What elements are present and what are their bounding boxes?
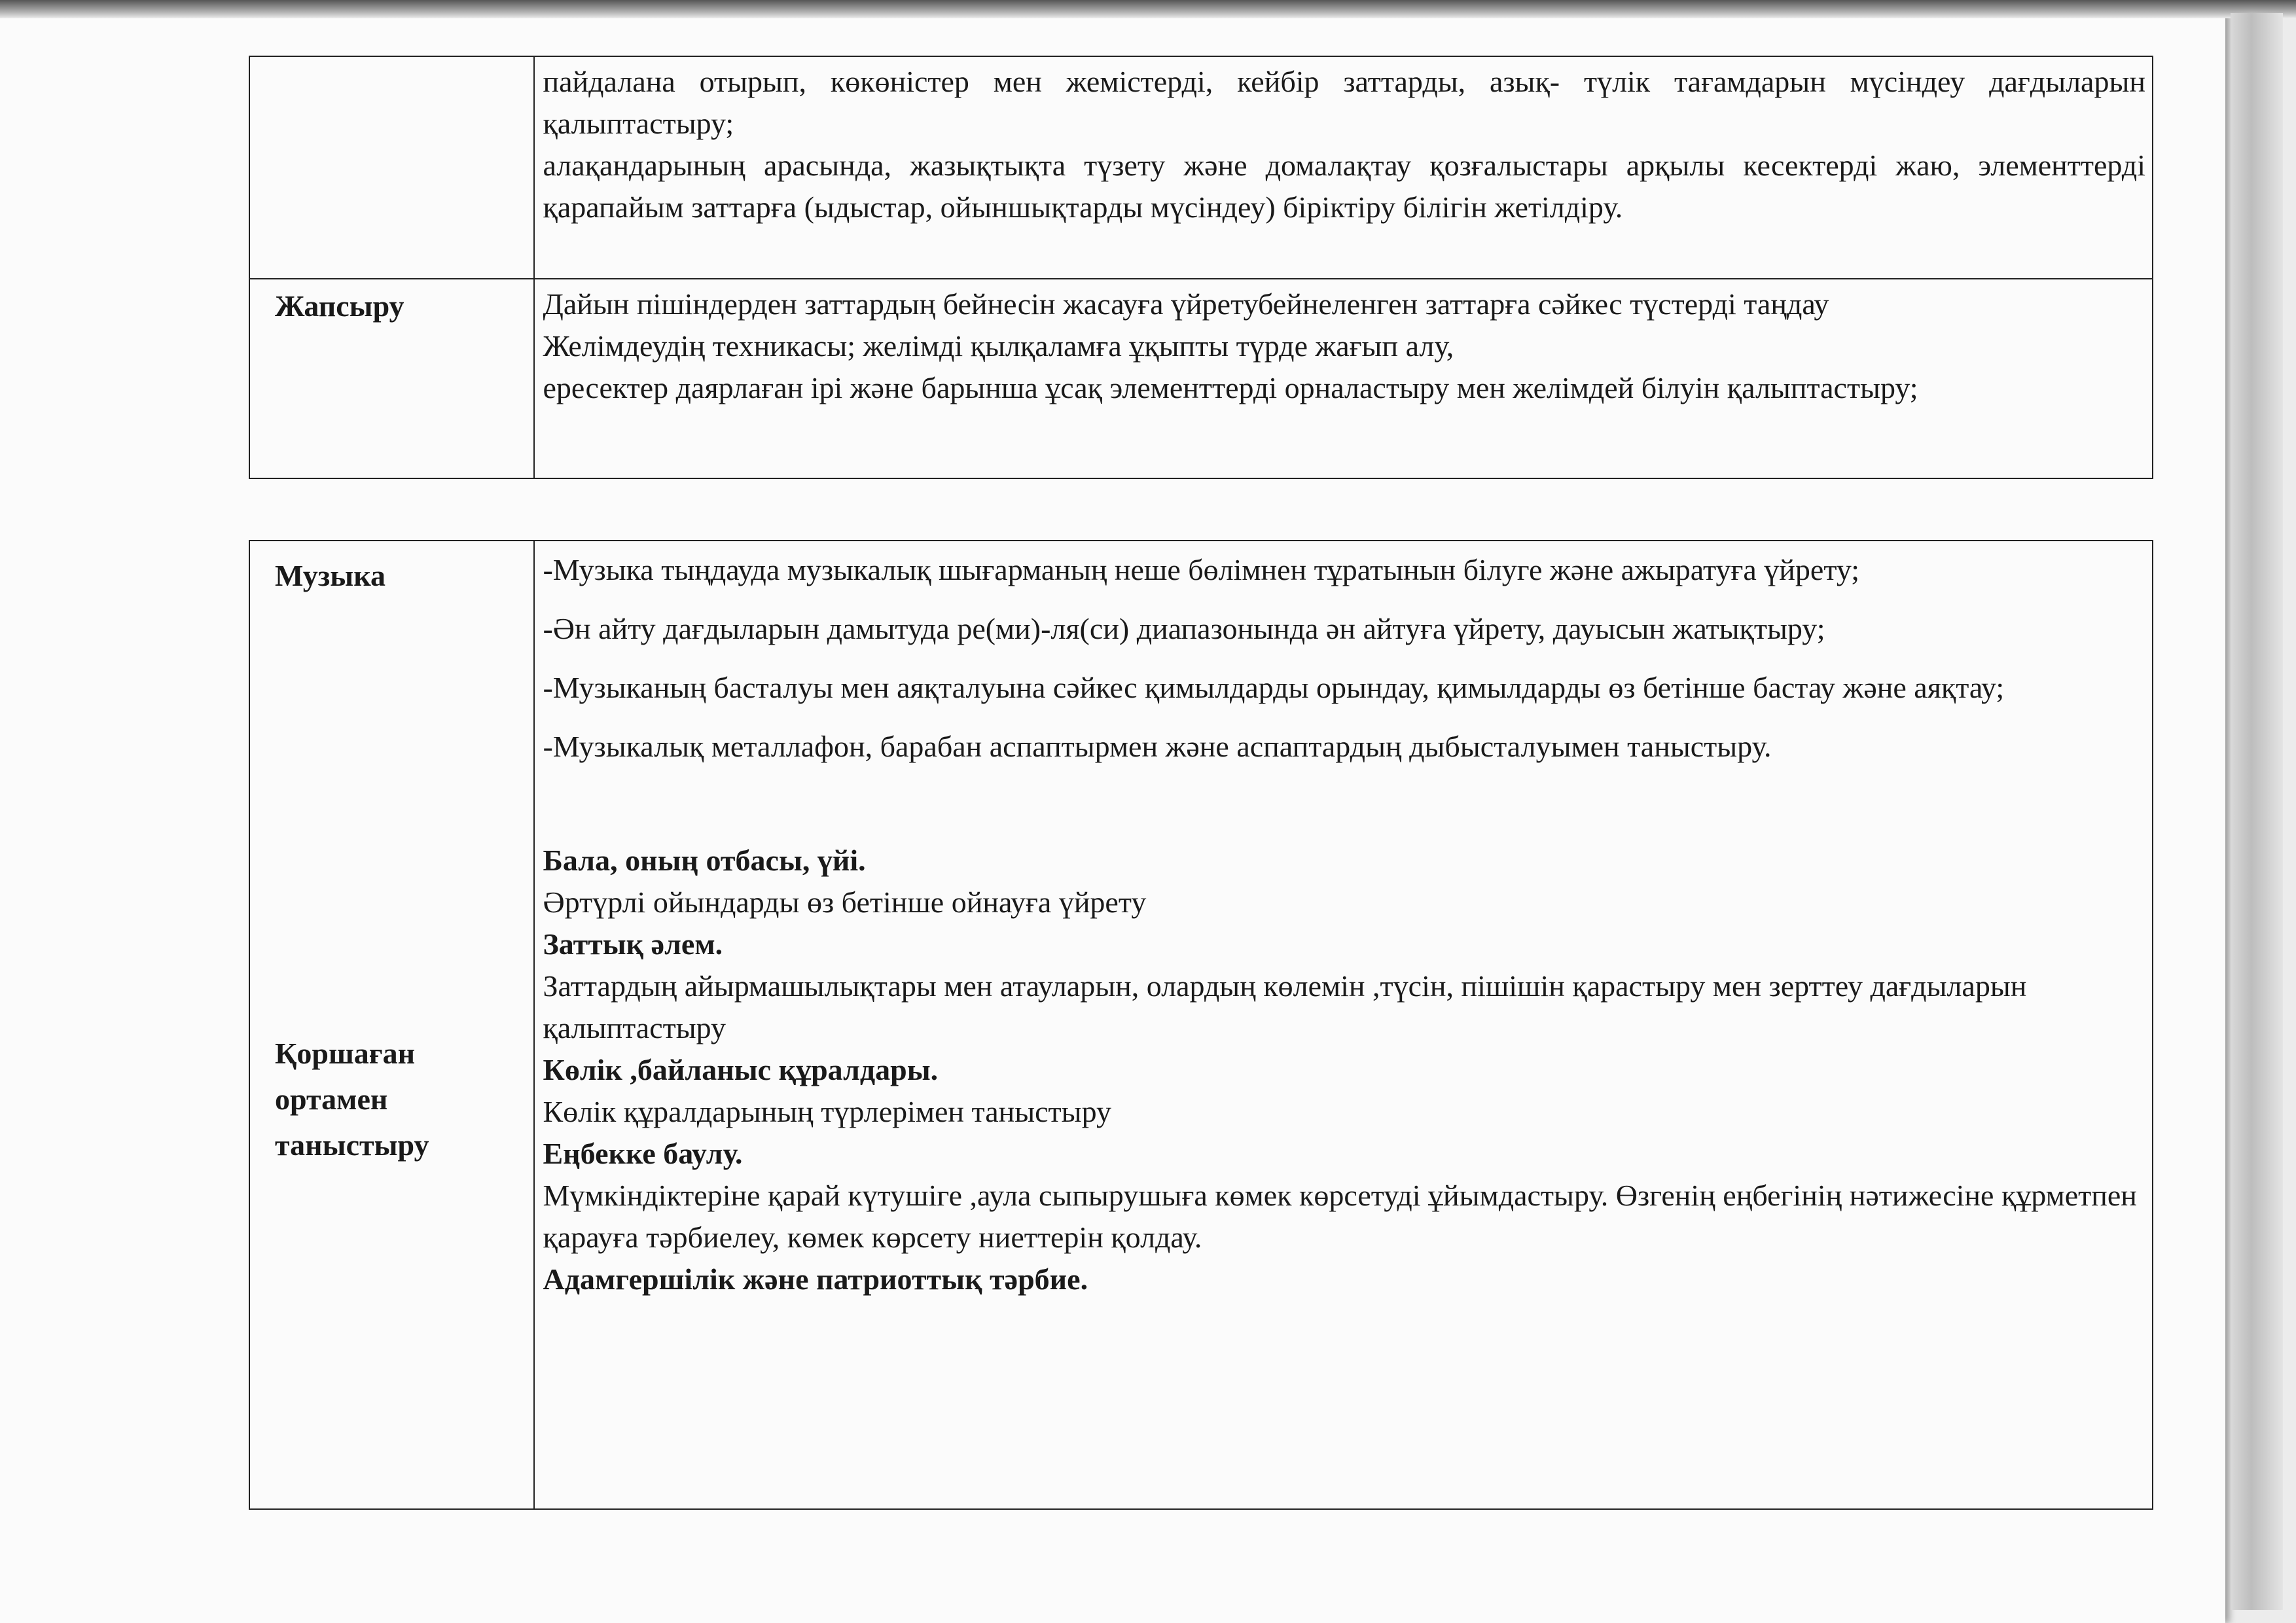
content-cell: [534, 541, 2153, 1509]
paragraph: Дайын пішіндерден заттардың бейнесін жасауға үйретубейнеленген заттарға сәйкес түстерді таңдау: [543, 287, 1829, 321]
section-text: Мүмкіндіктеріне қарай күтушіге ,аула сыпырушыға көмек көрсетуді ұйымдастыру. Өзгенің еңбегінің нәтижесіне құрметпен қарауға тәрбиелеу, көмек көрсету ниеттерін қолдау.: [543, 1179, 2137, 1254]
section-heading: Еңбекке баулу.: [543, 1137, 743, 1170]
subject-label-music: Музыка: [275, 559, 386, 592]
section-heading: Адамгершілік және патриоттық тәрбие.: [543, 1262, 1088, 1296]
paragraph: Желімдеудің техникасы; желімді қылқаламға ұқыпты түрде жағып алу,: [543, 329, 1454, 363]
page-edge: [2231, 13, 2283, 1610]
curriculum-table-bottom: [249, 540, 2153, 1510]
table-row: [249, 56, 2153, 279]
subject-cell: [249, 279, 534, 478]
subject-label: [250, 57, 533, 69]
music-item: -Музыканың басталуы мен аяқталуына сәйкес қимылдарды орындау, қимылдарды өз бетінше бастау және аяқтау;: [543, 671, 2005, 704]
section-heading: Заттық әлем.: [543, 927, 723, 961]
subject-label: Жапсыру: [275, 289, 404, 323]
table-row: [249, 279, 2153, 478]
subject-label-environment: Қоршаған ортамен таныстыру: [275, 1037, 429, 1162]
curriculum-table-top: [249, 56, 2153, 479]
subject-cell: [249, 541, 534, 1509]
content-cell: [534, 56, 2153, 279]
section-text: Әртүрлі ойындарды өз бетінше ойнауға үйрету: [543, 885, 1147, 919]
scan-top-shadow: [0, 0, 2296, 18]
subject-cell: [249, 56, 534, 279]
section-text: Заттардың айырмашылықтары мен атауларын, олардың көлемін ,түсін, пішішін қарастыру мен зерттеу дағдыларын қалыптастыру: [543, 969, 2027, 1044]
paragraph: ересектер даярлаған ірі және барынша ұсақ элементтерді орналастыру мен желімдей білуін қалыптастыру;: [543, 371, 1918, 404]
music-item: -Музыка тыңдауда музыкалық шығарманың неше бөлімнен тұратынын білуге және ажыратуға үйрету;: [543, 553, 1859, 586]
content-cell: [534, 279, 2153, 478]
section-heading: Бала, оның отбасы, үйі.: [543, 844, 866, 877]
music-item: -Музыкалық металлафон, барабан аспаптырмен және аспаптардың дыбысталуымен таныстыру.: [543, 730, 1772, 763]
music-item: -Ән айту дағдыларын дамытуда ре(ми)-ля(си) диапазонында ән айтуға үйрету, дауысын жатықтыру;: [543, 612, 1825, 645]
section-heading: Көлік ,байланыс құралдары.: [543, 1053, 939, 1086]
section-text: Көлік құралдарының түрлерімен таныстыру: [543, 1095, 1111, 1128]
table-row: [249, 541, 2153, 1509]
paragraph: алақандарының арасында, жазықтықта түзету және домалақтау қозғалыстары арқылы кесектерді жаю, элементтерді қарапайым заттарға (ыдыстар, ойыншықтарды мүсіндеу) біріктіру білігін жетілдіру.: [543, 149, 2145, 224]
paragraph: пайдалана отырып, көкөністер мен жемістерді, кейбір заттарды, азық- түлік тағамдарын мүсіндеу дағдыларын қалыптастыру;: [543, 65, 2145, 140]
